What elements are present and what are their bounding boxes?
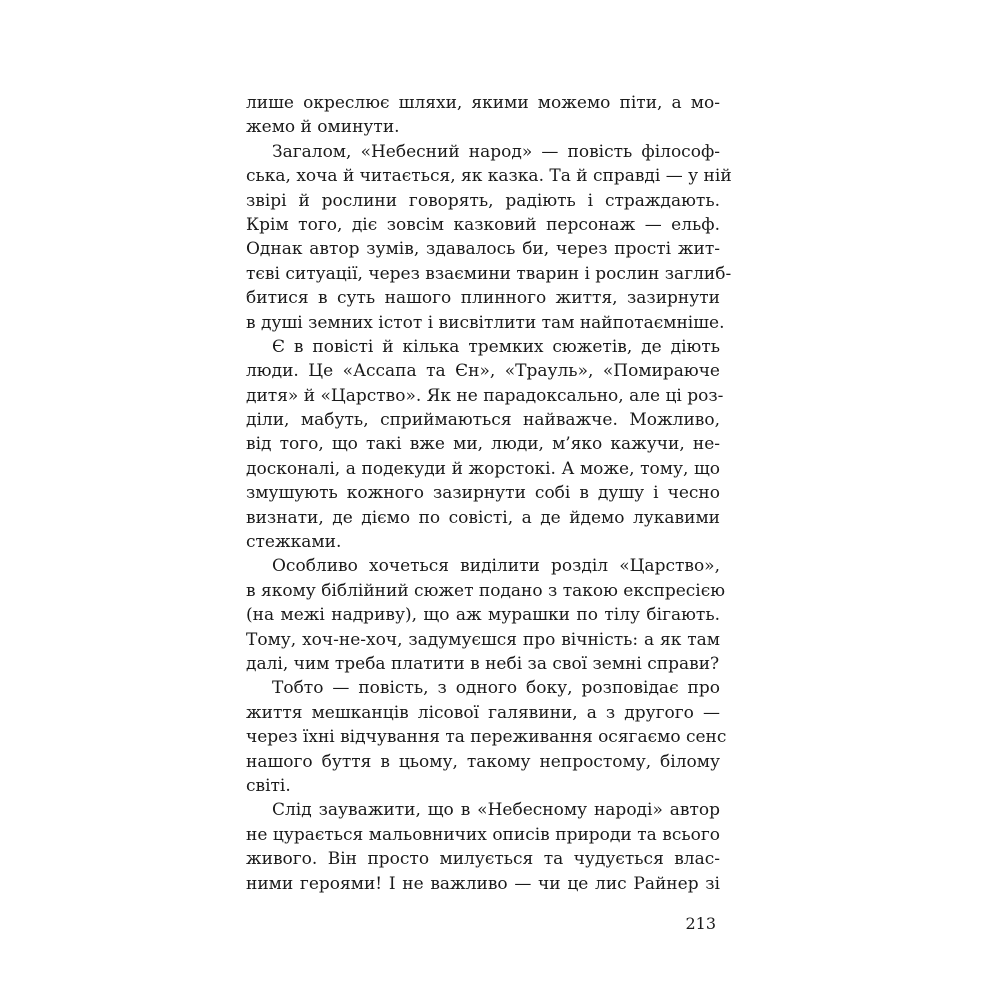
text-line: діли, мабуть, сприймаються найважче. Можливо, [246, 410, 720, 431]
text-line: дитя» й «Царство». Як не парадоксально, але ці роз- [246, 385, 724, 406]
text-line: тєві ситуації, через взаємини тварин і рослин заглиб- [246, 263, 732, 284]
text-line: життя мешканців лісової галявини, а з другого — [246, 702, 720, 723]
text-line: Крім того, діє зовсім казковий персонаж — ельф. [246, 214, 720, 235]
text-line: в якому біблійний сюжет подано з такою експресією [246, 580, 726, 601]
text-line: (на межі надриву), що аж мурашки по тілу бігають. [246, 605, 720, 626]
text-line: змушують кожного зазирнути собі в душу і чесно [246, 483, 720, 504]
text-line: в душі земних істот і висвітлити там найпотаємніше. [246, 312, 725, 333]
page-body-text [246, 91, 732, 896]
text-line: визнати, де діємо по совісті, а де йдемо лукавими [246, 507, 720, 528]
text-line: від того, що такі вже ми, люди, м’яко кажучи, не- [246, 434, 720, 455]
text-line: досконалі, а подекуди й жорстокі. А може, тому, що [246, 458, 720, 479]
text-line: ними героями! І не важливо — чи це лис Райнер зі [246, 873, 720, 894]
text-line: Є в повісті й кілька тремких сюжетів, де діють [272, 336, 720, 357]
text-line: ська, хоча й читається, як казка. Та й справді — у ній [246, 166, 732, 187]
text-line: Тому, хоч-не-хоч, задумуєшся про вічність: а як там [246, 629, 720, 650]
text-line: Тобто — повість, з одного боку, розповідає про [272, 678, 720, 699]
page-number: 213 [685, 914, 716, 933]
text-line: не цурається мальовничих описів природи та всього [246, 824, 720, 845]
text-line: живого. Він просто милується та чудується влас- [246, 849, 720, 870]
text-line: світі. [246, 775, 291, 796]
text-line: Особливо хочеться виділити розділ «Царство», [272, 556, 720, 577]
text-line: стежками. [246, 532, 342, 553]
text-line: звірі й рослини говорять, радіють і страждають. [246, 190, 720, 211]
text-line: нашого буття в цьому, такому непростому, білому [246, 751, 720, 772]
text-line: далі, чим треба платити в небі за свої земні справи? [246, 653, 720, 674]
text-line: через їхні відчування та переживання осягаємо сенс [246, 727, 727, 748]
text-line: жемо й оминути. [246, 117, 400, 138]
text-line: Однак автор зумів, здавалось би, через прості жит- [246, 239, 720, 260]
text-line: лише окреслює шляхи, якими можемо піти, а мо- [246, 93, 720, 113]
text-line: люди. Це «Ассапа та Єн», «Трауль», «Помираюче [246, 361, 720, 382]
text-line: Слід зауважити, що в «Небесному народі» автор [272, 800, 720, 821]
text-line: Загалом, «Небесний народ» — повість філософ- [272, 141, 720, 162]
text-line: битися в суть нашого плинного життя, зазирнути [246, 288, 720, 309]
